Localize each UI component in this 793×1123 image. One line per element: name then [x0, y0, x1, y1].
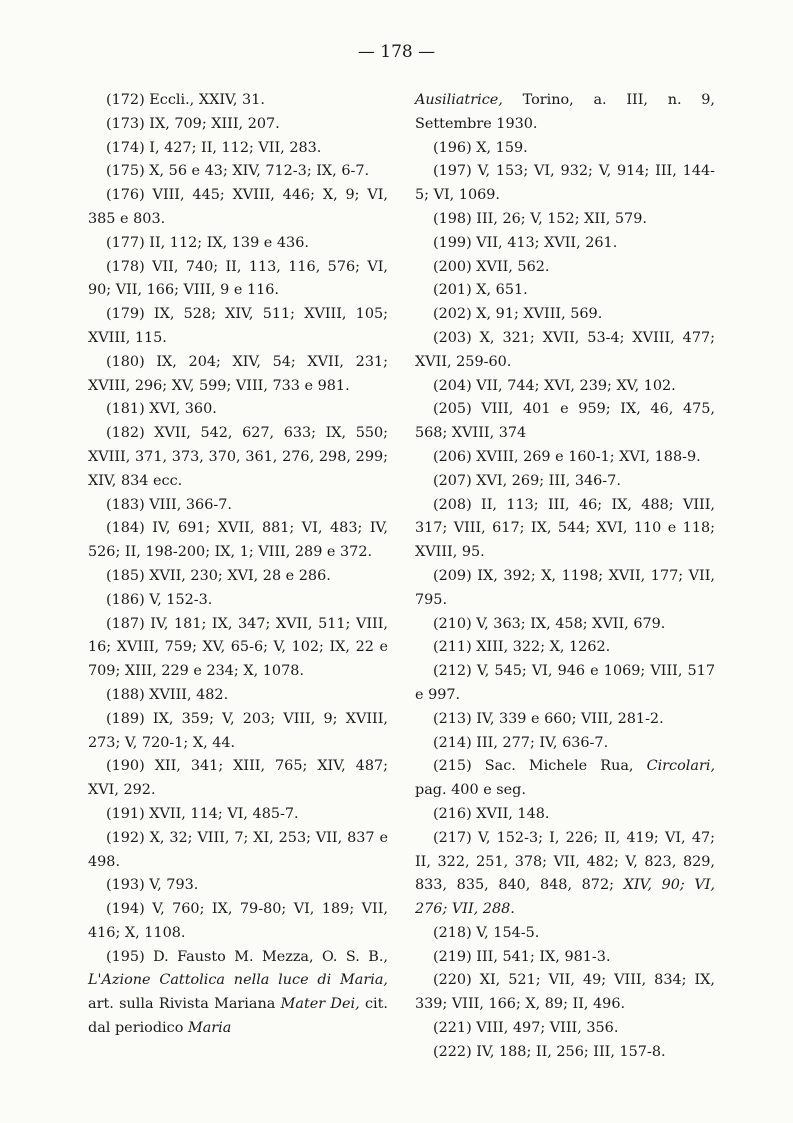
footnote: [415, 208, 715, 232]
journal-title: Maria: [187, 1020, 232, 1037]
note-text: V, 153; VI, 932; V, 914; III, 144-5; VI, 1069.: [415, 163, 715, 204]
journal-title: Mater Dei,: [280, 996, 360, 1013]
footnote: [415, 922, 715, 946]
note-text: XVII, 230; XVI, 28 e 286.: [149, 567, 331, 584]
note-number: (183): [106, 496, 145, 513]
note-number: (222): [433, 1043, 472, 1060]
article-title: L'Azione Cattolica nella luce di Maria,: [88, 972, 388, 989]
note-text: XII, 341; XIII, 765; XIV, 487; XVI, 292.: [88, 758, 388, 799]
note-text: art. sulla Rivista Mariana: [88, 996, 276, 1013]
note-text: II, 113; III, 46; IX, 488; VIII, 317; VIII, 617; IX, 544; XVI, 110 e 118; XVIII, 95.: [415, 496, 715, 561]
note-text: II, 112; IX, 139 e 436.: [149, 234, 309, 251]
footnote: [415, 969, 715, 1017]
footnote: [415, 137, 715, 161]
footnote: [415, 1041, 715, 1065]
right-notes-list: [415, 137, 715, 756]
footnote: [88, 589, 388, 613]
note-number: (177): [106, 234, 145, 251]
note-text: VIII, 497; VIII, 356.: [476, 1020, 619, 1037]
note-number: (172): [106, 92, 145, 108]
footnote: [415, 494, 715, 565]
note-text: IX, 392; X, 1198; XVII, 177; VII, 795.: [415, 567, 716, 608]
note-text: VII, 740; II, 113, 116, 576; VI, 90; VII, 166; VIII, 9 e 116.: [88, 258, 389, 299]
journal-title: Ausiliatrice,: [415, 92, 503, 108]
note-text: pag. 400 e seg.: [415, 782, 526, 799]
note-195-continued: [415, 89, 715, 137]
note-number: (207): [433, 472, 472, 489]
note-text: XVII, 148.: [476, 805, 550, 822]
note-number: (204): [433, 377, 472, 394]
note-text: V, 793.: [149, 877, 199, 894]
footnote: [88, 708, 388, 756]
note-number: (219): [433, 948, 472, 965]
footnote: [415, 375, 715, 399]
note-number: (191): [106, 805, 145, 822]
note-text: V, 152-3.: [149, 591, 213, 608]
footnote: [415, 636, 715, 660]
note-217: [415, 827, 715, 922]
footnote: [88, 517, 388, 565]
note-text: X, 159.: [476, 139, 528, 156]
note-text: X, 651.: [476, 282, 528, 299]
footnote: [88, 351, 388, 399]
footnote: [88, 898, 388, 946]
note-text: Sac. Michele Rua,: [484, 758, 634, 775]
note-text: V, 152-3; I, 226; II, 419; VI, 47; II, 322, 251, 378; VII, 482; V, 823, 829, 833, 835, 840, 848, 872;: [415, 829, 715, 894]
note-number: (176): [106, 187, 145, 204]
left-notes-list: [88, 89, 388, 946]
note-number: (175): [106, 163, 145, 180]
note-text: III, 541; IX, 981-3.: [476, 948, 611, 965]
footnote: [88, 803, 388, 827]
note-number: (195): [106, 948, 145, 965]
note-number: (189): [106, 710, 145, 727]
note-text: XVIII, 482.: [149, 686, 229, 703]
note-number: (199): [433, 234, 472, 251]
left-column: [88, 89, 388, 1041]
note-text: XVIII, 269 e 160-1; XVI, 188-9.: [476, 448, 701, 465]
note-text: X, 91; XVIII, 569.: [476, 306, 603, 323]
note-number: (217): [433, 829, 472, 846]
footnote: [88, 160, 388, 184]
note-text: V, 545; VI, 946 e 1069; VIII, 517 e 997.: [415, 663, 715, 703]
note-number: (179): [106, 306, 145, 323]
note-text: XVII, 114; VI, 485-7.: [149, 805, 299, 822]
note-number: (188): [106, 686, 145, 703]
footnote: [415, 160, 715, 208]
footnote: [415, 660, 715, 708]
note-text: IX, 359; V, 203; VIII, 9; XVIII, 273; V, 720-1; X, 44.: [88, 710, 388, 751]
footnote: [415, 1017, 715, 1041]
note-number: (196): [433, 139, 472, 156]
note-text: X, 321; XVII, 53-4; XVIII, 477; XVII, 259-60.: [415, 329, 715, 370]
footnote: [415, 303, 715, 327]
note-text: V, 760; IX, 79-80; VI, 189; VII, 416; X, 1108.: [88, 901, 388, 941]
note-text: VIII, 401 e 959; IX, 46, 475, 568; XVIII, 374: [415, 401, 715, 442]
note-number: (218): [433, 924, 472, 941]
note-text: V, 363; IX, 458; XVII, 679.: [476, 615, 666, 632]
footnote: [88, 256, 388, 304]
footnote: [415, 327, 715, 375]
footnote: [415, 446, 715, 470]
note-number: (202): [433, 306, 472, 323]
note-text: Eccli., XXIV, 31.: [149, 92, 265, 108]
note-text: cit. dal periodico: [88, 996, 388, 1037]
note-text: III, 277; IV, 636-7.: [476, 734, 609, 751]
footnote: [415, 256, 715, 280]
right-notes-list: [415, 922, 715, 1065]
note-number: (220): [433, 972, 472, 989]
note-number: (203): [433, 329, 472, 346]
note-number: (209): [433, 567, 472, 584]
note-text: VII, 744; XVI, 239; XV, 102.: [476, 377, 676, 394]
note-number: (192): [106, 829, 145, 846]
note-195: [88, 946, 388, 1041]
footnote: [415, 398, 715, 446]
footnote: [88, 827, 388, 875]
note-number: (184): [106, 520, 145, 537]
note-number: (206): [433, 448, 472, 465]
note-text: IX, 204; XIV, 54; XVII, 231; XVIII, 296; XV, 599; VIII, 733 e 981.: [88, 353, 388, 394]
note-number: (216): [433, 805, 472, 822]
note-number: (197): [433, 163, 472, 180]
note-text: I, 427; II, 112; VII, 283.: [149, 139, 322, 156]
footnote: [88, 755, 388, 803]
note-text: VII, 413; XVII, 261.: [476, 234, 618, 251]
note-text: XI, 521; VII, 49; VIII, 834; IX, 339; VIII, 166; X, 89; II, 496.: [415, 972, 716, 1013]
footnote: [88, 874, 388, 898]
note-text: XVI, 269; III, 346-7.: [476, 472, 621, 489]
note-text: IX, 528; XIV, 511; XVIII, 105; XVIII, 115.: [88, 306, 388, 346]
note-number: (174): [106, 139, 145, 156]
note-215: [415, 755, 715, 803]
note-text: III, 26; V, 152; XII, 579.: [476, 210, 647, 227]
footnote: [88, 565, 388, 589]
note-number: (212): [433, 663, 472, 680]
note-text: IV, 691; XVII, 881; VI, 483; IV, 526; II, 198-200; IX, 1; VIII, 289 e 372.: [88, 520, 388, 561]
footnote: [88, 232, 388, 256]
note-number: (208): [433, 496, 472, 513]
right-notes-list: [415, 803, 715, 827]
note-number: (198): [433, 210, 472, 227]
note-number: (181): [106, 401, 145, 418]
note-number: (214): [433, 734, 472, 751]
footnote: [415, 279, 715, 303]
note-number: (215): [433, 758, 472, 775]
footnote: [88, 113, 388, 137]
note-text: XVI, 360.: [149, 401, 217, 418]
note-text: XVII, 542, 627, 633; IX, 550; XVIII, 371, 373, 370, 361, 276, 298, 299; XIV, 834 ecc.: [88, 425, 389, 489]
note-text: IX, 709; XIII, 207.: [149, 115, 280, 132]
note-text: D. Fausto M. Mezza, O. S. B.,: [153, 948, 388, 965]
note-number: (211): [433, 639, 472, 656]
note-text: IV, 188; II, 256; III, 157-8.: [476, 1043, 666, 1060]
right-column: [415, 89, 715, 1065]
footnote: [415, 708, 715, 732]
note-text: VIII, 445; XVIII, 446; X, 9; VI, 385 e 803.: [88, 187, 388, 227]
footnote: [88, 422, 388, 493]
note-number: (190): [106, 758, 145, 775]
note-text: VIII, 366-7.: [149, 496, 232, 513]
note-text: IV, 339 e 660; VIII, 281-2.: [476, 710, 664, 727]
note-number: (200): [433, 258, 472, 275]
note-number: (182): [106, 425, 145, 442]
note-number: (185): [106, 567, 145, 584]
footnote: [415, 803, 715, 827]
note-text: X, 56 e 43; XIV, 712-3; IX, 6-7.: [149, 163, 370, 180]
note-number: (178): [106, 258, 145, 275]
note-number: (187): [106, 615, 145, 632]
note-text: X, 32; VIII, 7; XI, 253; VII, 837 e 498.: [88, 829, 388, 870]
note-text: V, 154-5.: [476, 924, 540, 941]
note-number: (194): [106, 901, 145, 918]
note-number: (173): [106, 115, 145, 132]
note-number: (213): [433, 710, 472, 727]
footnote: [415, 565, 715, 613]
footnote: [88, 494, 388, 518]
note-number: (201): [433, 282, 472, 299]
note-text-italic: XIV, 90; VI, 276; VII, 288.: [415, 877, 716, 918]
note-text: IV, 181; IX, 347; XVII, 511; VIII, 16; XVIII, 759; XV, 65-6; V, 102; IX, 22 e 709; XIII, 229 e 234; X, 1078.: [88, 615, 388, 680]
footnote: [88, 684, 388, 708]
footnote: [88, 613, 388, 684]
note-text: XVII, 562.: [476, 258, 550, 275]
footnote: [415, 470, 715, 494]
footnote: [88, 184, 388, 232]
footnote: [88, 303, 388, 351]
note-number: (210): [433, 615, 472, 632]
footnote: [88, 137, 388, 161]
footnote: [415, 232, 715, 256]
note-number: (205): [433, 401, 472, 418]
note-number: (186): [106, 591, 145, 608]
work-title: Circolari,: [646, 758, 716, 775]
note-number: (193): [106, 877, 145, 894]
footnote: [415, 732, 715, 756]
note-text: Torino, a. III, n. 9, Settembre 1930.: [415, 92, 715, 132]
note-number: (221): [433, 1020, 472, 1037]
footnote: [415, 946, 715, 970]
footnote: [88, 398, 388, 422]
note-number: (180): [106, 353, 145, 370]
footnote: [88, 89, 388, 113]
footnote: [415, 613, 715, 637]
page-number: — 178 —: [357, 42, 436, 62]
note-text: XIII, 322; X, 1262.: [476, 639, 611, 656]
